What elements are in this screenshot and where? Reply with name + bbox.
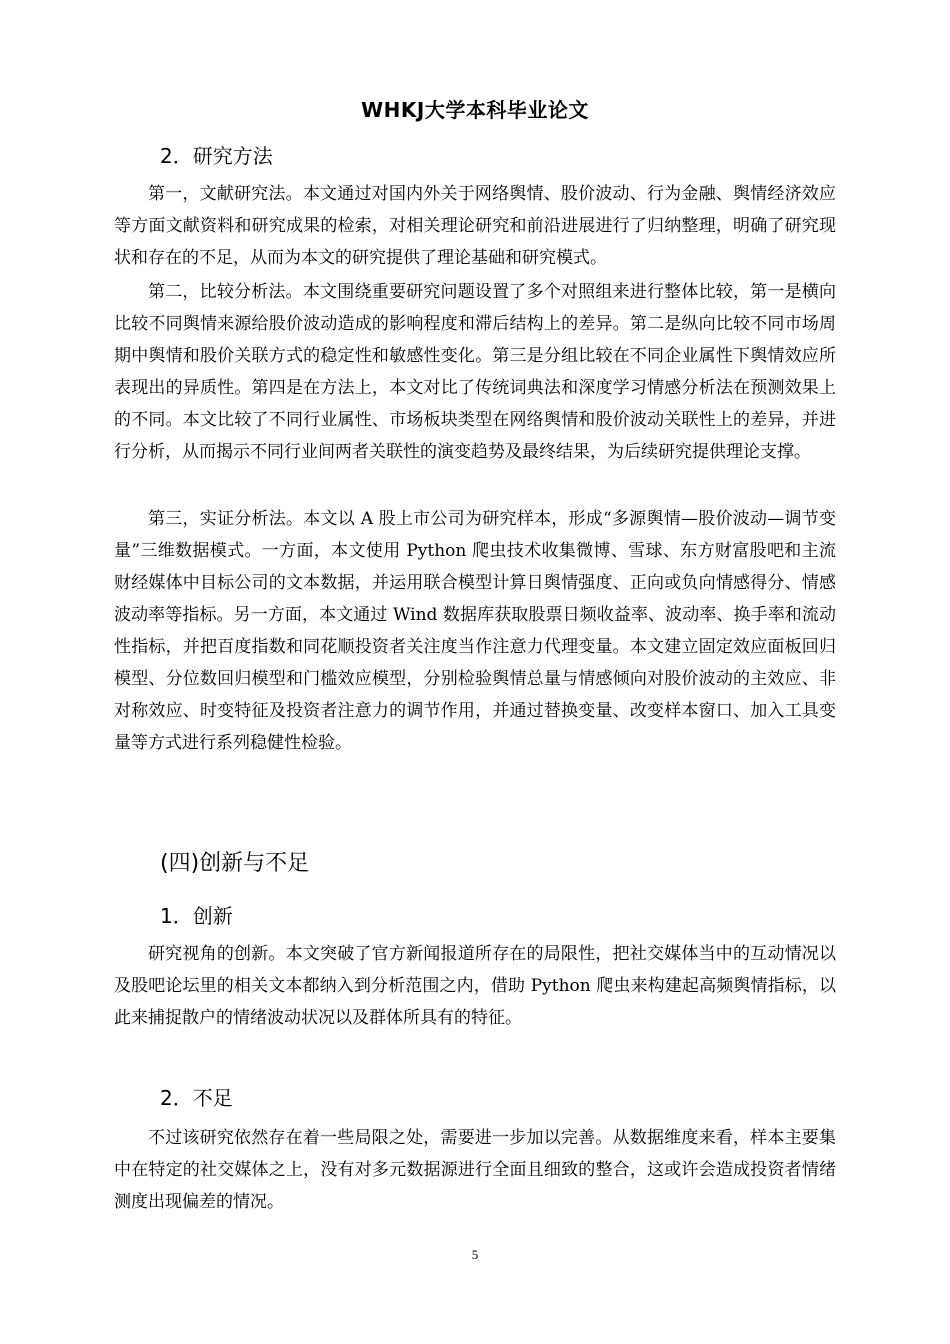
page-number: 5 bbox=[471, 1247, 479, 1262]
section-heading-research-methods: 2．研究方法 bbox=[160, 144, 273, 168]
subsection-heading-shortcomings: 2．不足 bbox=[160, 1086, 233, 1110]
paragraph-innovation: 研究视角的创新。本文突破了官方新闻报道所存在的局限性，把社交媒体当中的互动情况以及股吧论坛里的相关文本都纳入到分析范围之内，借助 Python 爬虫来构建起高频舆情指标，以此来捕捉散户的情绪波动状况以及群体所具有的特征。 bbox=[114, 944, 836, 1028]
subsection-heading-innovation: 1．创新 bbox=[160, 904, 233, 928]
page-header-title: WHKJ大学本科毕业论文 bbox=[361, 98, 589, 122]
paragraph-shortcomings: 不过该研究依然存在着一些局限之处，需要进一步加以完善。从数据维度来看，样本主要集中在特定的社交媒体之上，没有对多元数据源进行全面且细致的整合，这或许会造成投资者情绪测度出现偏差的情况。 bbox=[114, 1128, 836, 1212]
paragraph-literature-method: 第一，文献研究法。本文通过对国内外关于网络舆情、股价波动、行为金融、舆情经济效应等方面文献资料和研究成果的检索，对相关理论研究和前沿进展进行了归纳整理，明确了研究现状和存在的不足，从而为本文的研究提供了理论基础和研究模式。 bbox=[114, 184, 836, 268]
paragraph-comparative-method: 第二，比较分析法。本文围绕重要研究问题设置了多个对照组来进行整体比较，第一是横向比较不同舆情来源给股价波动造成的影响程度和滞后结构上的差异。第二是纵向比较不同市场周期中舆情和股价关联方式的稳定性和敏感性变化。第三是分组比较在不同企业属性下舆情效应所表现出的异质性。第四是在方法上，本文对比了传统词典法和深度学习情感分析法在预测效果上的不同。本文比较了不同行业属性、市场板块类型在网络舆情和股价波动关联性上的差异，并进行分析，从而揭示不同行业间两者关联性的演变趋势及最终结果，为后续研究提供理论支撑。 bbox=[114, 282, 836, 462]
section-heading-innovation-and-shortcomings: (四)创新与不足 bbox=[160, 851, 310, 876]
paragraph-empirical-method: 第三，实证分析法。本文以 A 股上市公司为研究样本，形成“多源舆情—股价波动—调节变量”三维数据模式。一方面，本文使用 Python 爬虫技术收集微博、雪球、东方财富股吧和主流财经媒体中目标公司的文本数据，并运用联合模型计算日舆情强度、正向或负向情感得分、情感波动率等指标。另一方面，本文通过 Wind 数据库获取股票日频收益率、波动率、换手率和流动性指标，并把百度指数和同花顺投资者关注度当作注意力代理变量。本文建立固定效应面板回归模型、分位数回归模型和门槛效应模型，分别检验舆情总量与情感倾向对股价波动的主效应、非对称效应、时变特征及投资者注意力的调节作用，并通过替换变量、改变样本窗口、加入工具变量等方式进行系列稳健性检验。 bbox=[114, 509, 836, 753]
